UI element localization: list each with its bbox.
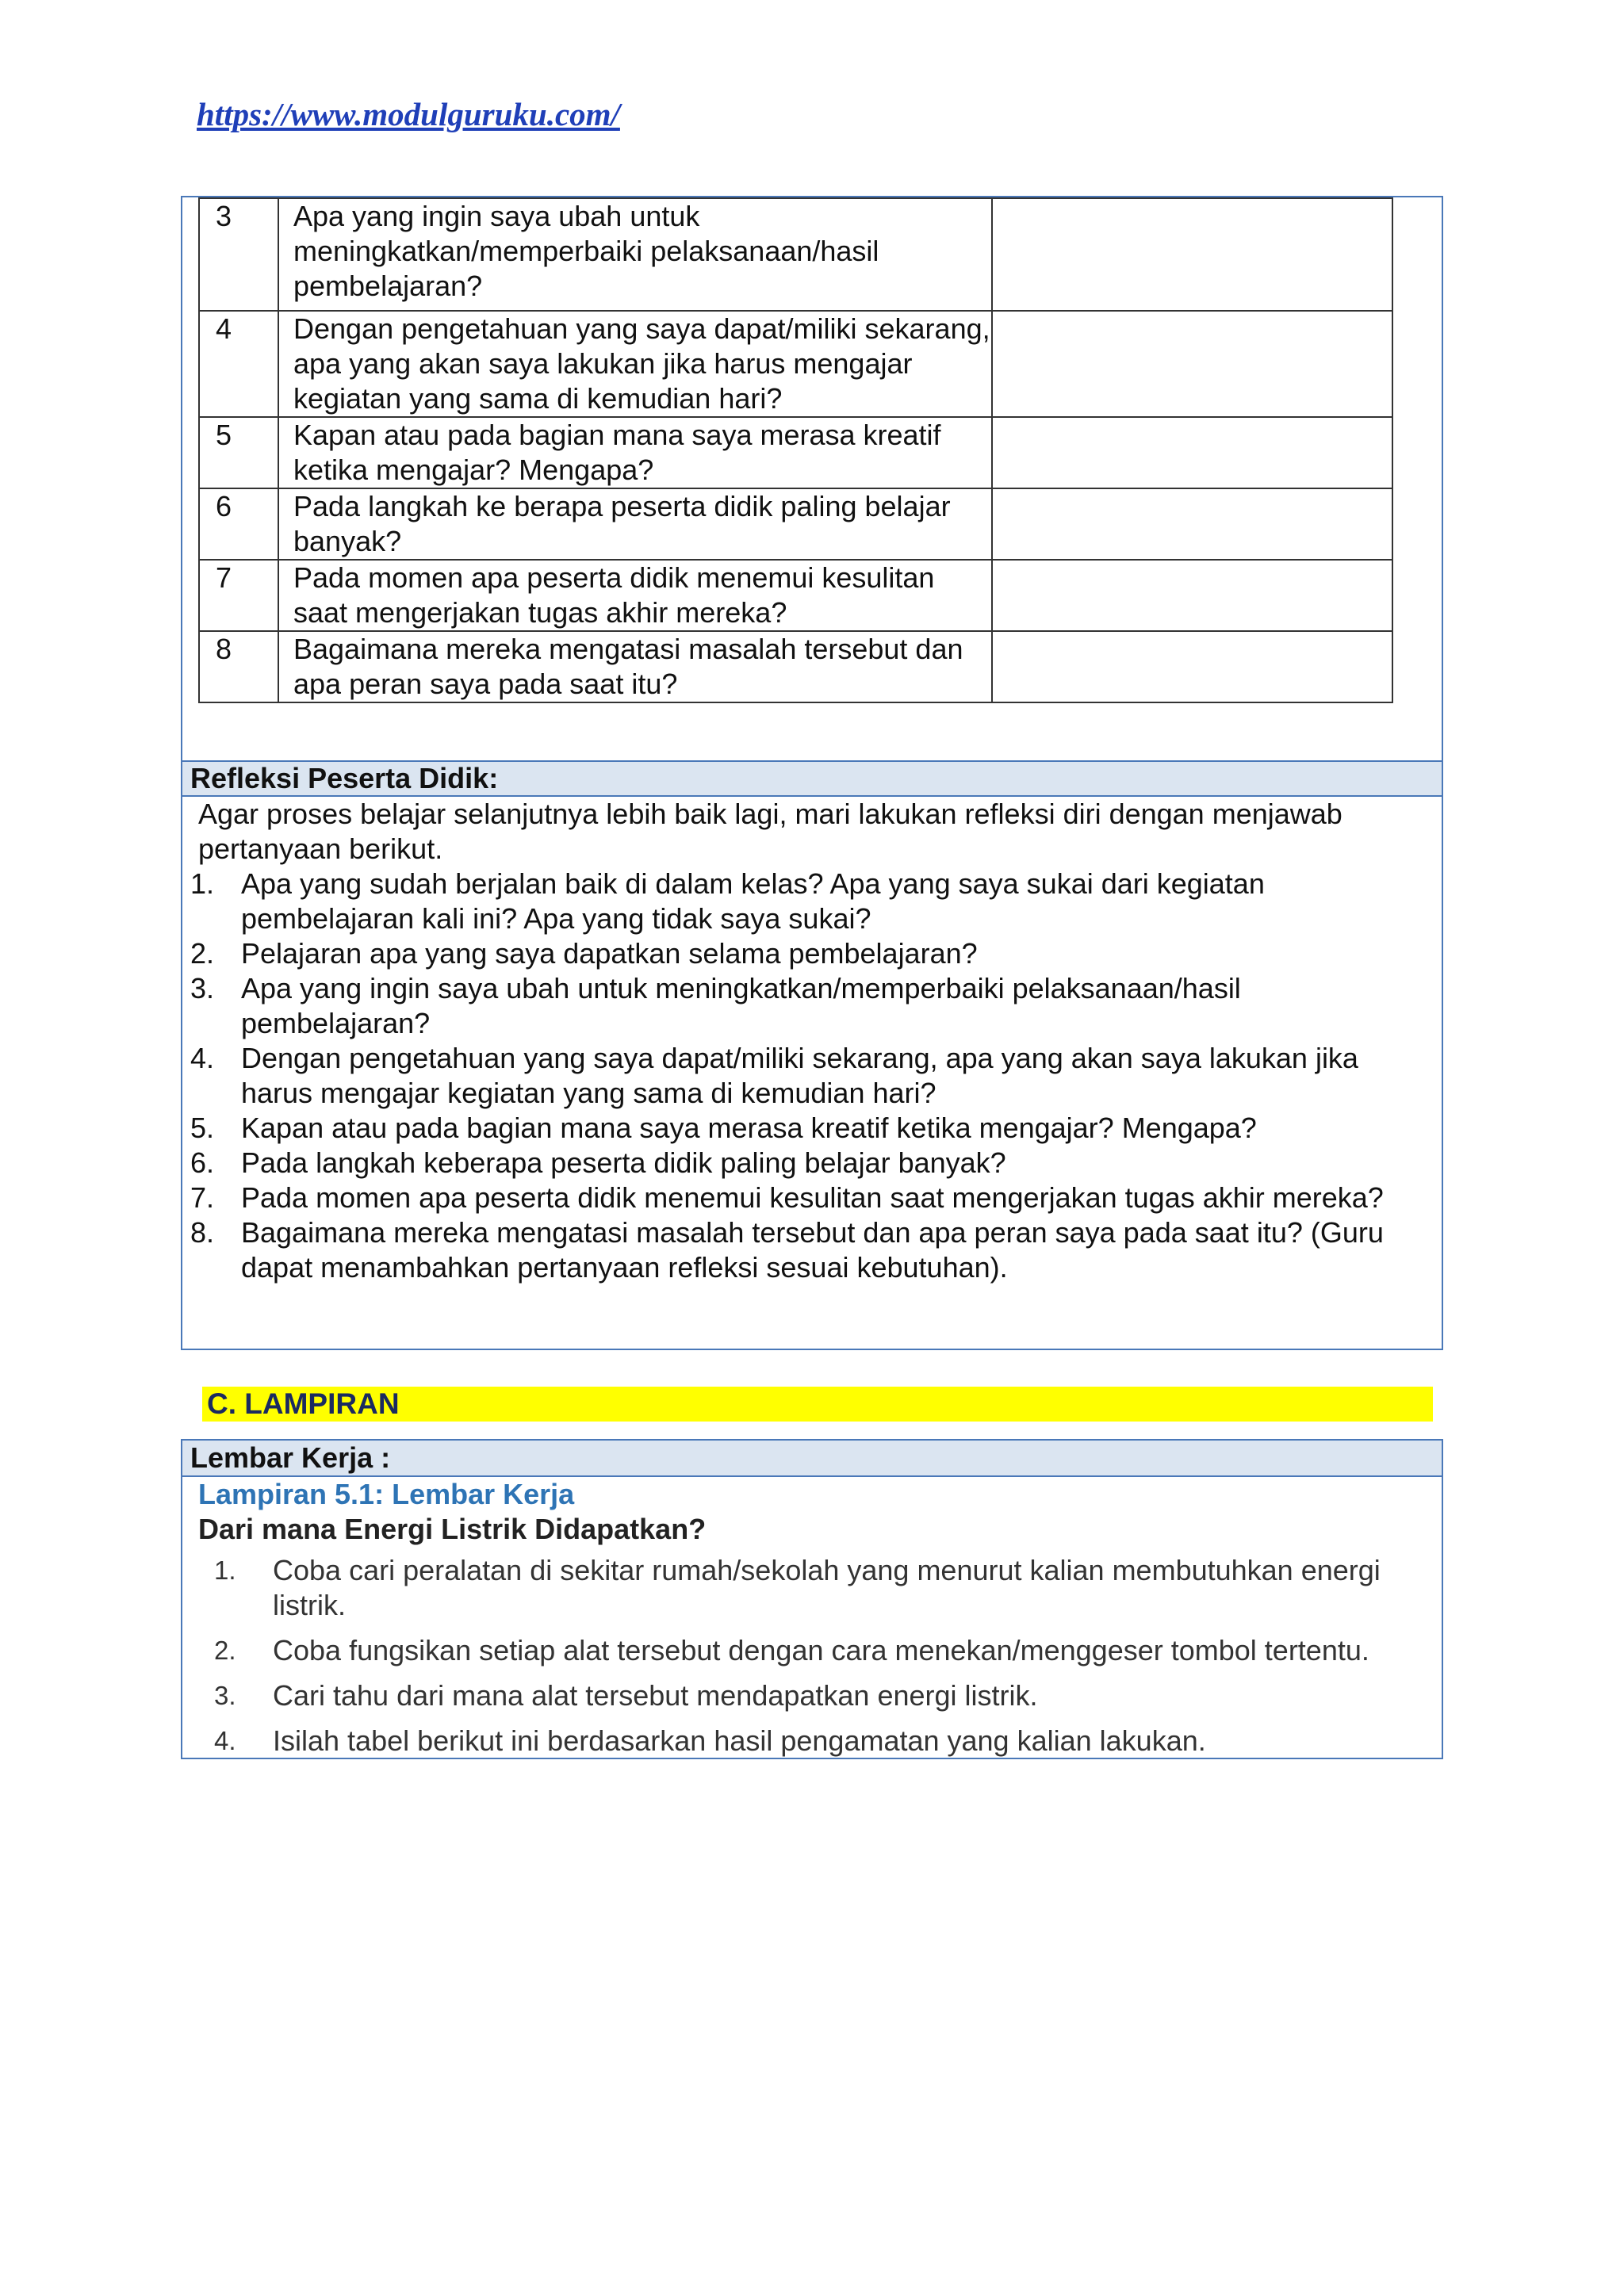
item-text: Kapan atau pada bagian mana saya merasa kreatif ketika mengajar? Mengapa? <box>241 1112 1257 1144</box>
item-text: Pelajaran apa yang saya dapatkan selama pembelajaran? <box>241 937 978 970</box>
row-number: 7 <box>199 560 278 631</box>
item-number: 2. <box>190 937 215 970</box>
item-number: 1. <box>190 867 215 900</box>
item-number: 8. <box>190 1216 215 1249</box>
item-number: 5. <box>190 1112 215 1144</box>
step-number: 1. <box>214 1556 236 1585</box>
step-number: 4. <box>214 1726 236 1755</box>
list-item <box>190 971 1435 1041</box>
item-number: 6. <box>190 1146 215 1179</box>
table-row <box>199 631 1392 702</box>
item-text: Pada momen apa peserta didik menemui kesulitan saat mengerjakan tugas akhir mereka? <box>241 1181 1384 1214</box>
table-row <box>199 417 1392 488</box>
header-url-link[interactable]: https://www.modulguruku.com/ <box>197 96 620 132</box>
step-number: 2. <box>214 1636 236 1665</box>
item-text: Pada langkah keberapa peserta didik paling belajar banyak? <box>241 1146 1006 1179</box>
row-answer <box>992 631 1392 702</box>
item-text: Bagaimana mereka mengatasi masalah tersebut dan apa peran saya pada saat itu? (Guru dapat menambahkan pertanyaan refleksi sesuai kebutuhan). <box>241 1216 1384 1284</box>
step-text: Coba fungsikan setiap alat tersebut dengan cara menekan/menggeser tombol tertentu. <box>273 1634 1369 1667</box>
list-item <box>190 1215 1435 1285</box>
row-number: 6 <box>199 488 278 560</box>
row-question: Pada momen apa peserta didik menemui kesulitan saat mengerjakan tugas akhir mereka? <box>278 560 992 631</box>
list-item <box>214 1678 1427 1713</box>
item-text: Dengan pengetahuan yang saya dapat/miliki sekarang, apa yang akan saya lakukan jika harus mengajar kegiatan yang sama di kemudian hari? <box>241 1042 1358 1109</box>
row-question: Apa yang ingin saya ubah untuk meningkatkan/memperbaiki pelaksanaan/hasil pembelajaran? <box>278 198 992 311</box>
student-reflection-list <box>190 867 1435 1285</box>
table-row <box>199 488 1392 560</box>
student-reflection-heading: Refleksi Peserta Didik: <box>182 760 1442 797</box>
table-row <box>199 198 1392 311</box>
list-item <box>190 1041 1435 1111</box>
row-question: Kapan atau pada bagian mana saya merasa kreatif ketika mengajar? Mengapa? <box>278 417 992 488</box>
reflection-box <box>181 196 1443 1350</box>
item-number: 7. <box>190 1181 215 1214</box>
table-row <box>199 311 1392 417</box>
row-answer <box>992 560 1392 631</box>
step-text: Coba cari peralatan di sekitar rumah/sekolah yang menurut kalian membutuhkan energi listrik. <box>273 1554 1381 1621</box>
item-number: 3. <box>190 972 215 1004</box>
item-text: Apa yang ingin saya ubah untuk meningkatkan/memperbaiki pelaksanaan/hasil pembelajaran? <box>241 972 1241 1039</box>
step-number: 3. <box>214 1681 236 1710</box>
row-answer <box>992 198 1392 311</box>
list-item <box>190 1111 1435 1146</box>
row-question: Bagaimana mereka mengatasi masalah tersebut dan apa peran saya pada saat itu? <box>278 631 992 702</box>
worksheet-subheading: Lampiran 5.1: Lembar Kerja <box>198 1478 575 1510</box>
list-item <box>190 867 1435 936</box>
worksheet-steps <box>214 1553 1427 1769</box>
list-item <box>214 1724 1427 1758</box>
row-question: Dengan pengetahuan yang saya dapat/miliki sekarang, apa yang akan saya lakukan jika harus mengajar kegiatan yang sama di kemudian hari? <box>278 311 992 417</box>
student-reflection-intro: Agar proses belajar selanjutnya lebih baik lagi, mari lakukan refleksi diri dengan menjawab pertanyaan berikut. <box>198 798 1342 865</box>
row-number: 5 <box>199 417 278 488</box>
step-text: Cari tahu dari mana alat tersebut mendapatkan energi listrik. <box>273 1679 1038 1712</box>
worksheet-title: Dari mana Energi Listrik Didapatkan? <box>198 1513 707 1545</box>
list-item <box>190 936 1435 971</box>
worksheet-heading: Lembar Kerja : <box>182 1441 1442 1477</box>
row-number: 8 <box>199 631 278 702</box>
worksheet-box <box>181 1439 1443 1759</box>
section-c-heading: C. LAMPIRAN <box>202 1387 1433 1422</box>
item-text: Apa yang sudah berjalan baik di dalam kelas? Apa yang saya sukai dari kegiatan pembelajaran kali ini? Apa yang tidak saya sukai? <box>241 867 1265 935</box>
row-answer <box>992 311 1392 417</box>
row-question: Pada langkah ke berapa peserta didik paling belajar banyak? <box>278 488 992 560</box>
list-item <box>214 1633 1427 1668</box>
row-answer <box>992 417 1392 488</box>
list-item <box>190 1181 1435 1215</box>
teacher-reflection-table <box>198 197 1393 703</box>
list-item <box>214 1553 1427 1623</box>
table-row <box>199 560 1392 631</box>
list-item <box>190 1146 1435 1181</box>
row-number: 4 <box>199 311 278 417</box>
row-number: 3 <box>199 198 278 311</box>
row-answer <box>992 488 1392 560</box>
step-text: Isilah tabel berikut ini berdasarkan hasil pengamatan yang kalian lakukan. <box>273 1724 1206 1757</box>
item-number: 4. <box>190 1042 215 1074</box>
